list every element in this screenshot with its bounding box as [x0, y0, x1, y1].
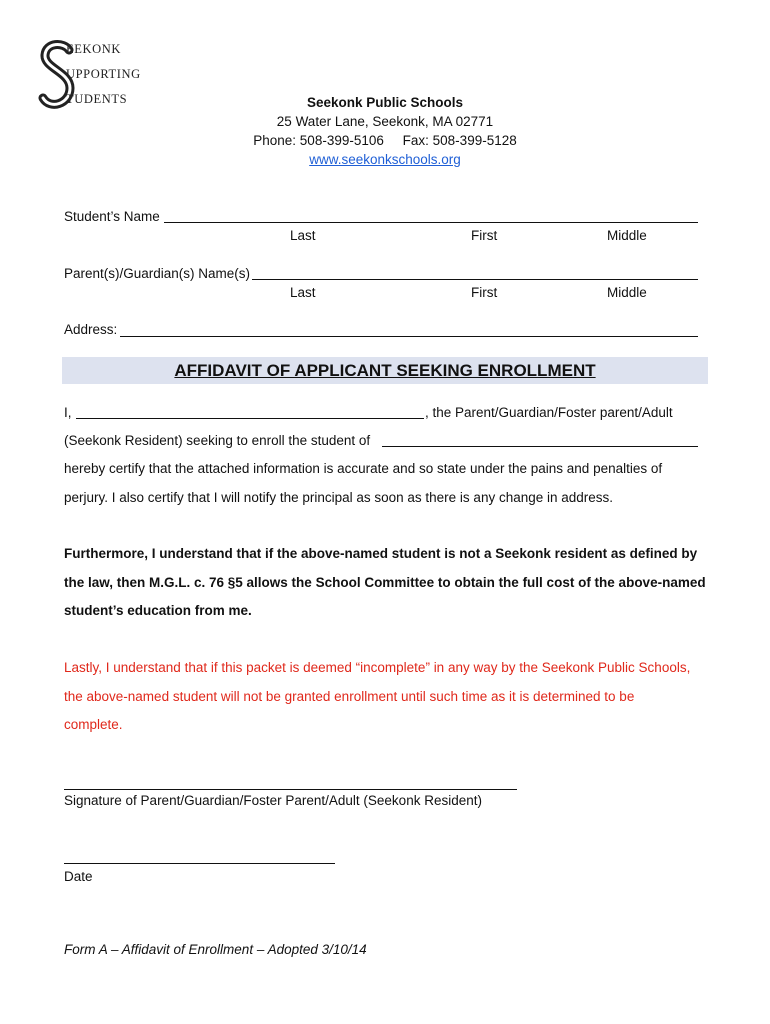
student-of-field[interactable]: [382, 446, 698, 447]
parent-first-label: First: [471, 285, 498, 300]
affidavit-line-1: , the Parent/Guardian/Foster parent/Adult: [425, 405, 673, 420]
affiant-name-field[interactable]: [76, 418, 424, 419]
furthermore-line-1: Furthermore, I understand that if the above-named student is not a Seekonk resident as defined by: [64, 546, 698, 561]
student-first-label: First: [471, 228, 498, 243]
affidavit-line-4: perjury. I also certify that I will notify the principal as soon as there is any change in address.: [64, 490, 614, 505]
school-address: 25 Water Lane, Seekonk, MA 02771: [276, 114, 494, 129]
contact-line: [0, 133, 770, 148]
date-label: Date: [64, 869, 93, 884]
parent-middle-label: Middle: [607, 285, 647, 300]
date-field[interactable]: [64, 863, 335, 864]
logo-line-2: UPPORTING: [66, 67, 141, 81]
website-row: [0, 152, 770, 167]
form-footer: Form A – Affidavit of Enrollment – Adopted 3/10/14: [64, 942, 367, 957]
lastly-line-1: Lastly, I understand that if this packet is deemed “incomplete” in any way by the Seekonk Public Schools,: [64, 660, 691, 675]
signature-field[interactable]: [64, 789, 517, 790]
student-name-label: Student’s Name: [64, 209, 160, 224]
student-last-label: Last: [290, 228, 316, 243]
phone: Phone: 508-399-5106: [253, 133, 384, 148]
parent-name-field[interactable]: [252, 279, 698, 280]
student-name-field[interactable]: [164, 222, 698, 223]
website-link[interactable]: www.seekonkschools.org: [309, 152, 461, 167]
affidavit-line-3: hereby certify that the attached information is accurate and so state under the pains and penalties of: [64, 461, 663, 476]
logo-line-3: TUDENTS: [66, 92, 128, 106]
affidavit-i-prefix: I,: [64, 405, 72, 420]
address-field[interactable]: [120, 336, 698, 337]
affidavit-title: AFFIDAVIT OF APPLICANT SEEKING ENROLLMENT: [174, 361, 596, 380]
furthermore-line-3: student’s education from me.: [64, 603, 252, 618]
lastly-line-3: complete.: [64, 717, 123, 732]
parent-last-label: Last: [290, 285, 316, 300]
lastly-line-2: the above-named student will not be granted enrollment until such time as it is determined to be: [64, 689, 635, 704]
student-middle-label: Middle: [607, 228, 647, 243]
address-label: Address:: [64, 322, 118, 337]
fax: Fax: 508-399-5128: [402, 133, 517, 148]
logo-line-1: EEKONK: [66, 42, 121, 56]
signature-label: Signature of Parent/Guardian/Foster Parent/Adult (Seekonk Resident): [64, 793, 482, 808]
furthermore-line-2: the law, then M.G.L. c. 76 §5 allows the School Committee to obtain the full cost of the above-named: [64, 575, 706, 590]
school-name: Seekonk Public Schools: [306, 95, 464, 110]
affidavit-line-2: (Seekonk Resident) seeking to enroll the student of: [64, 433, 371, 448]
parent-name-label: Parent(s)/Guardian(s) Name(s): [64, 266, 251, 281]
